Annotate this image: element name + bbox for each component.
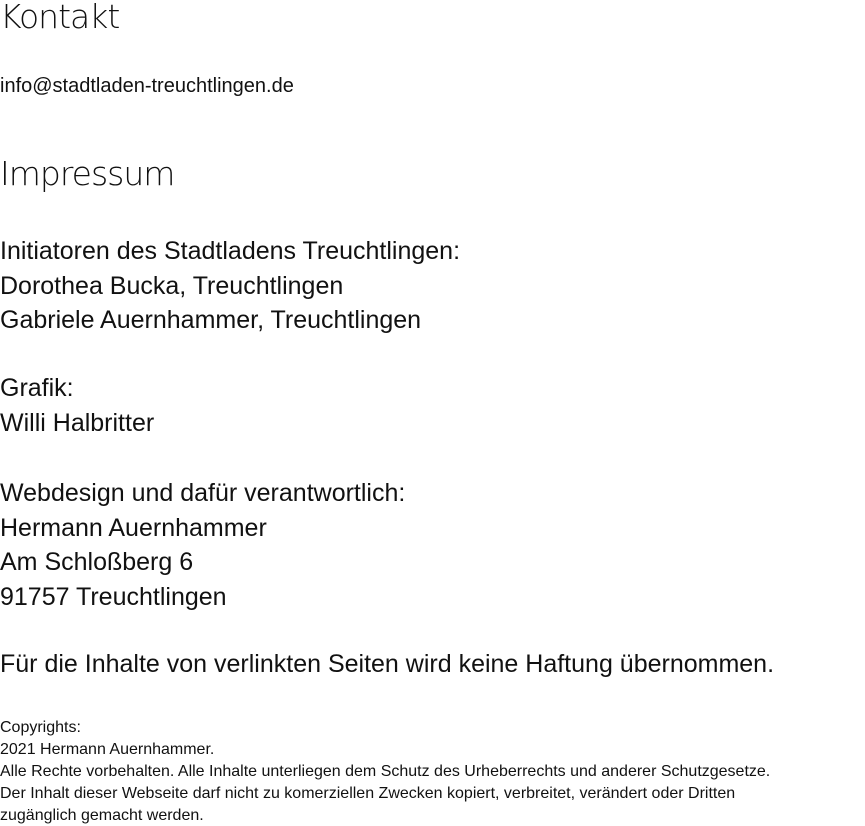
initiator-line: Dorothea Bucka, Treuchtlingen [0,271,344,300]
contact-email-link[interactable]: info@stadtladen-treuchtlingen.de [0,75,294,97]
webdesign-line: 91757 Treuchtlingen [0,582,227,611]
copyright-line: Alle Rechte vorbehalten. Alle Inhalte unterliegen dem Schutz des Urheberrechts und anderer Schutzgesetze. [0,763,771,780]
webdesign-section [0,476,405,614]
webdesign-line: Hermann Auernhammer [0,513,267,542]
grafik-section [0,371,154,440]
grafik-name: Willi Halbritter [0,408,155,437]
haftung-text: Für die Inhalte von verlinkten Seiten wird keine Haftung übernommen. [0,650,775,678]
copyright-line: zugänglich gemacht werden. [0,807,204,824]
webdesign-title: Webdesign und dafür verantwortlich: [0,479,406,507]
initiators-section [0,234,460,338]
impressum-heading: Impressum [0,154,175,193]
copyright-line: 2021 Hermann Auernhammer. [0,741,215,758]
copyright-title: Copyrights: [0,719,81,736]
webdesign-line: Am Schloßberg 6 [0,548,194,576]
kontakt-heading: Kontakt [0,0,120,36]
initiators-title: Initiatoren des Stadtladens Treuchtlingen: [0,237,461,265]
copyright-section [0,717,865,826]
grafik-title: Grafik: [0,374,74,402]
haftung-notice [0,647,774,682]
copyright-line: Der Inhalt dieser Webseite darf nicht zu komerziellen Zwecken kopiert, verbreitet, verändert oder Dritten [0,785,736,802]
initiator-line: Gabriele Auernhammer, Treuchtlingen [0,306,422,334]
